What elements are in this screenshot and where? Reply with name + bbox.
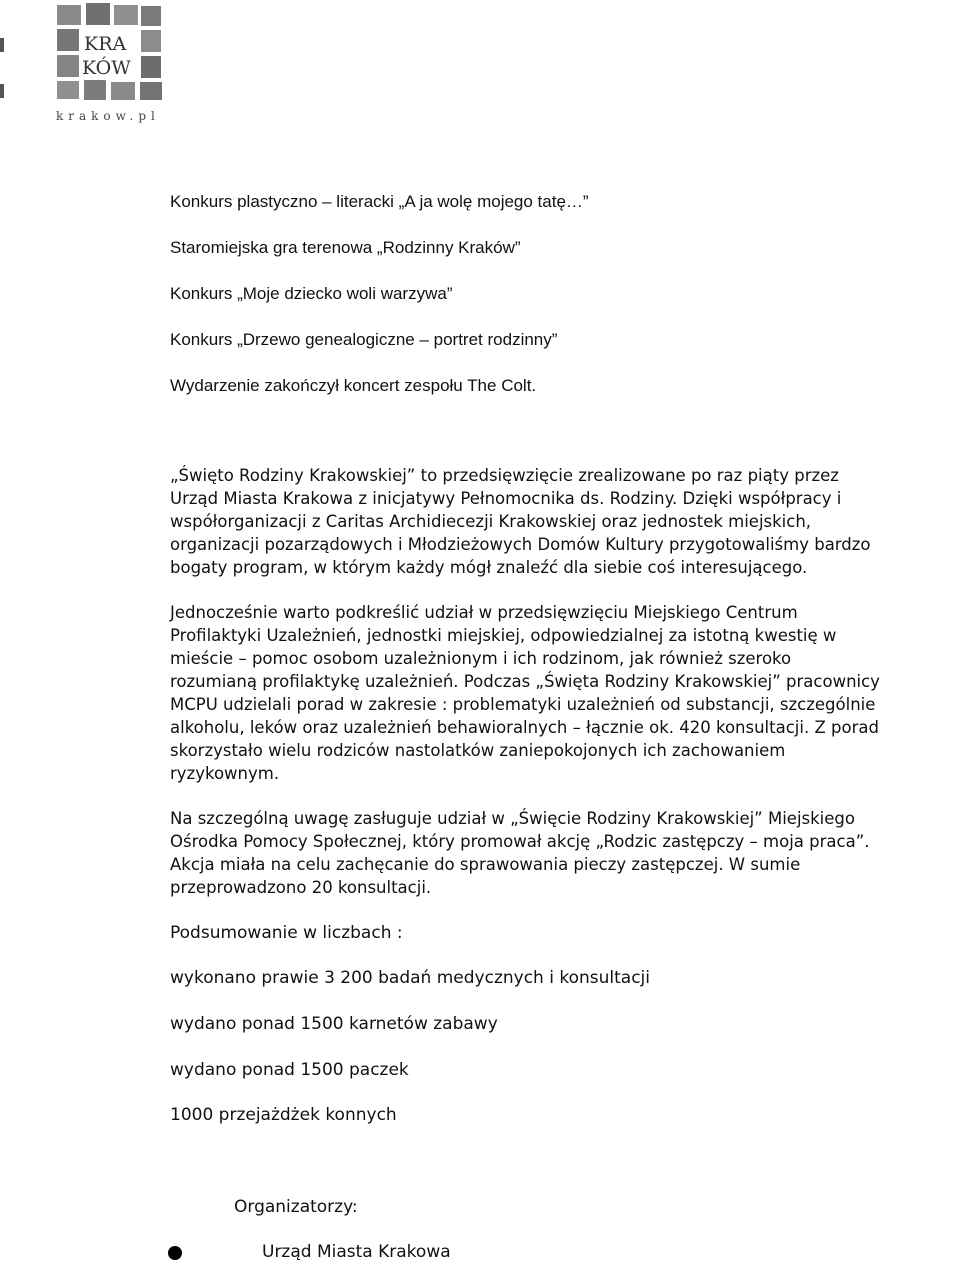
organizer-item: Urząd Miasta Krakowa (262, 1242, 451, 1262)
organizers-label: Organizatorzy: (234, 1197, 358, 1217)
event-item: Konkurs „Moje dziecko woli warzywa” (170, 284, 453, 303)
summary-item: wykonano prawie 3 200 badań medycznych i konsultacji (170, 968, 651, 988)
event-item: Staromiejska gra terenowa „Rodzinny Kraków” (170, 238, 521, 257)
summary-item: wydano ponad 1500 karnetów zabawy (170, 1014, 498, 1034)
paragraph-intro: „Święto Rodziny Krakowskiej” to przedsięwzięcie zrealizowane po raz piąty przez Urząd Miasta Krakowa z inicjatywy Pełnomocnika ds. Rodziny. Dzięki współpracy i współorganizacji z Caritas Archidiecezji Krakowskiej oraz jednostek miejskich, organizacji pozarządowych i Młodzieżowych Domów Kultury przygotowaliśmy bardzo bogaty program, w którym każdy mógł znaleźć dla siebie coś interesującego. (170, 466, 871, 577)
logo-text-top: KRA (84, 33, 127, 55)
logo-text-bottom: KÓW (82, 57, 131, 79)
krakow-logo-graphic (0, 0, 170, 130)
paragraph-mops: Na szczególną uwagę zasługuje udział w „Święcie Rodziny Krakowskiej” Miejskiego Ośrodka Pomocy Społecznej, który promował akcję „Rodzic zastępczy – moja praca”. Akcja miała na celu zachęcanie do sprawowania pieczy zastępczej. W sumie przeprowadzono 20 konsultacji. (170, 809, 870, 897)
event-item: Konkurs plastyczno – literacki „A ja wolę mojego tatę…” (170, 192, 589, 211)
summary-heading: Podsumowanie w liczbach : (170, 923, 403, 943)
summary-item: 1000 przejażdżek konnych (170, 1105, 397, 1125)
krakow-logo (0, 0, 170, 130)
paragraph-mcpu: Jednocześnie warto podkreślić udział w przedsięwzięciu Miejskiego Centrum Profilaktyki Uzależnień, jednostki miejskiej, odpowiedzialnej za istotną kwestię w mieście – pomoc osobom uzależnionym i ich rodzinom, jak również szeroko rozumianą profilaktykę uzależnień. Podczas „Święta Rodziny Krakowskiej” pracownicy MCPU udzielali porad w zakresie : problematyki uzależnień od substancji, szczególnie alkoholu, leków oraz uzależnień behawioralnych – łącznie ok. 420 konsultacji. Z porad skorzystało wielu rodziców nastolatków zaniepokojonych ich zachowaniem ryzykownym. (170, 603, 880, 783)
event-item: Wydarzenie zakończył koncert zespołu The Colt. (170, 376, 537, 395)
summary-item: wydano ponad 1500 paczek (170, 1060, 409, 1080)
logo-url: krakow.pl (56, 109, 160, 123)
event-item: Konkurs „Drzewo genealogiczne – portret rodzinny” (170, 330, 558, 349)
bullet-icon (168, 1246, 182, 1260)
